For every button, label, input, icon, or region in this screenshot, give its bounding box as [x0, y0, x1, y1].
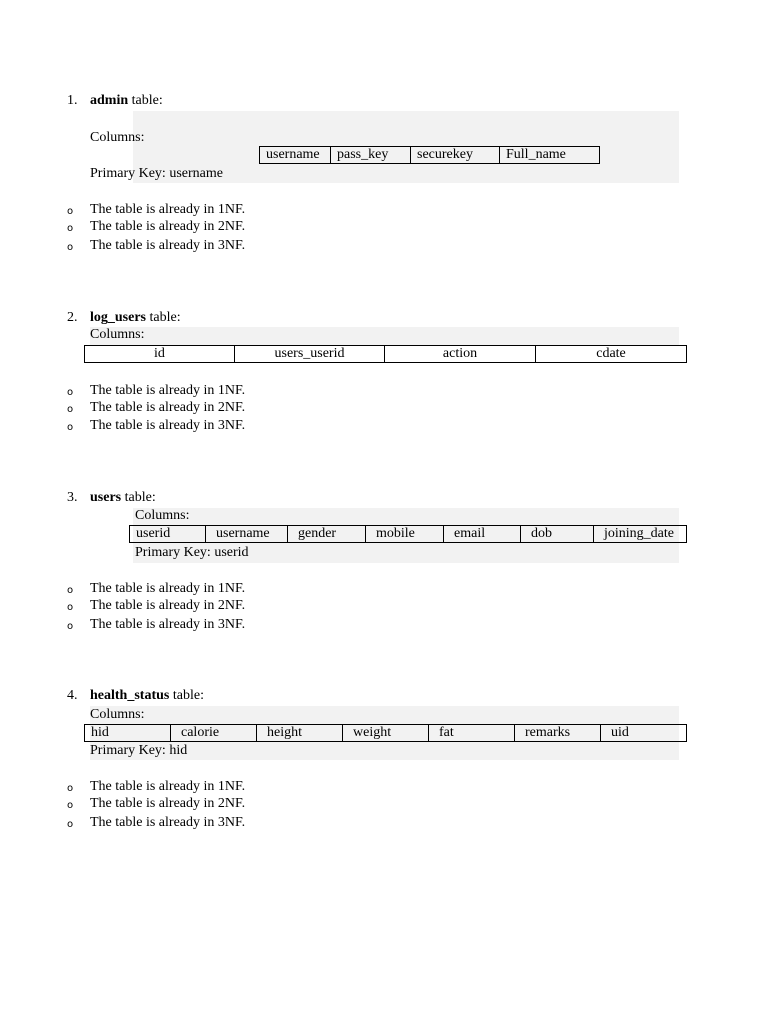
note-text: The table is already in 3NF.: [90, 418, 246, 433]
note-text: The table is already in 2NF.: [90, 219, 246, 234]
note-text: The table is already in 2NF.: [90, 598, 246, 613]
table-name: admin: [90, 93, 129, 108]
column-cell: pass_key: [331, 147, 411, 164]
table-row: [85, 725, 687, 742]
column-cell: cdate: [536, 346, 687, 363]
columns-label: Columns:: [90, 327, 145, 342]
heading-suffix: table:: [169, 688, 204, 703]
column-cell: uid: [601, 725, 687, 742]
table-name: log_users: [90, 310, 146, 325]
columns-table: [129, 525, 687, 543]
bullet-icon: o: [67, 422, 74, 433]
column-cell: dob: [521, 526, 594, 543]
column-cell: gender: [288, 526, 366, 543]
bullet-icon: o: [67, 621, 74, 632]
columns-table: [84, 724, 687, 742]
bullet-icon: o: [67, 819, 74, 830]
bullet-icon: o: [67, 585, 74, 596]
primary-key: Primary Key: hid: [90, 743, 188, 758]
section-number: 3.: [67, 490, 78, 505]
column-cell: action: [385, 346, 536, 363]
note-text: The table is already in 3NF.: [90, 617, 246, 632]
bullet-icon: o: [67, 783, 74, 794]
column-cell: email: [444, 526, 521, 543]
note-text: The table is already in 1NF.: [90, 581, 246, 596]
note-text: The table is already in 2NF.: [90, 400, 246, 415]
columns-label: Columns:: [90, 707, 145, 722]
column-cell: fat: [429, 725, 515, 742]
table-name: users: [90, 490, 122, 505]
primary-key: Primary Key: userid: [135, 545, 249, 560]
heading-suffix: table:: [121, 490, 156, 505]
shaded-block: [90, 327, 679, 345]
bullet-icon: o: [67, 602, 74, 613]
bullet-icon: o: [67, 404, 74, 415]
column-cell: joining_date: [594, 526, 687, 543]
columns-table: [259, 146, 600, 164]
heading-suffix: table:: [128, 93, 163, 108]
section-heading: [90, 92, 163, 110]
section-number: 4.: [67, 688, 78, 703]
column-cell: weight: [343, 725, 429, 742]
column-cell: height: [257, 725, 343, 742]
note-text: The table is already in 1NF.: [90, 779, 246, 794]
heading-suffix: table:: [146, 310, 181, 325]
column-cell: hid: [85, 725, 171, 742]
section-number: 1.: [67, 93, 78, 108]
column-cell: userid: [130, 526, 206, 543]
bullet-icon: o: [67, 206, 74, 217]
column-cell: securekey: [411, 147, 500, 164]
bullet-icon: o: [67, 242, 74, 253]
note-text: The table is already in 3NF.: [90, 815, 246, 830]
note-text: The table is already in 2NF.: [90, 796, 246, 811]
section-number: 2.: [67, 310, 78, 325]
note-text: The table is already in 1NF.: [90, 202, 246, 217]
column-cell: calorie: [171, 725, 257, 742]
column-cell: users_userid: [235, 346, 385, 363]
primary-key: Primary Key: username: [90, 166, 223, 181]
table-row: [130, 526, 687, 543]
bullet-icon: o: [67, 800, 74, 811]
column-cell: id: [85, 346, 235, 363]
table-row: [260, 147, 600, 164]
note-text: The table is already in 3NF.: [90, 238, 246, 253]
column-cell: username: [206, 526, 288, 543]
bullet-icon: o: [67, 387, 74, 398]
column-cell: username: [260, 147, 331, 164]
section-heading: [90, 309, 181, 327]
column-cell: mobile: [366, 526, 444, 543]
section-heading: [90, 489, 156, 507]
table-name: health_status: [90, 688, 170, 703]
section-heading: [90, 687, 204, 705]
note-text: The table is already in 1NF.: [90, 383, 246, 398]
columns-label: Columns:: [90, 130, 145, 145]
columns-label: Columns:: [135, 508, 190, 523]
column-cell: remarks: [515, 725, 601, 742]
bullet-icon: o: [67, 223, 74, 234]
column-cell: Full_name: [500, 147, 600, 164]
columns-table: [84, 345, 687, 363]
table-row: [85, 346, 687, 363]
